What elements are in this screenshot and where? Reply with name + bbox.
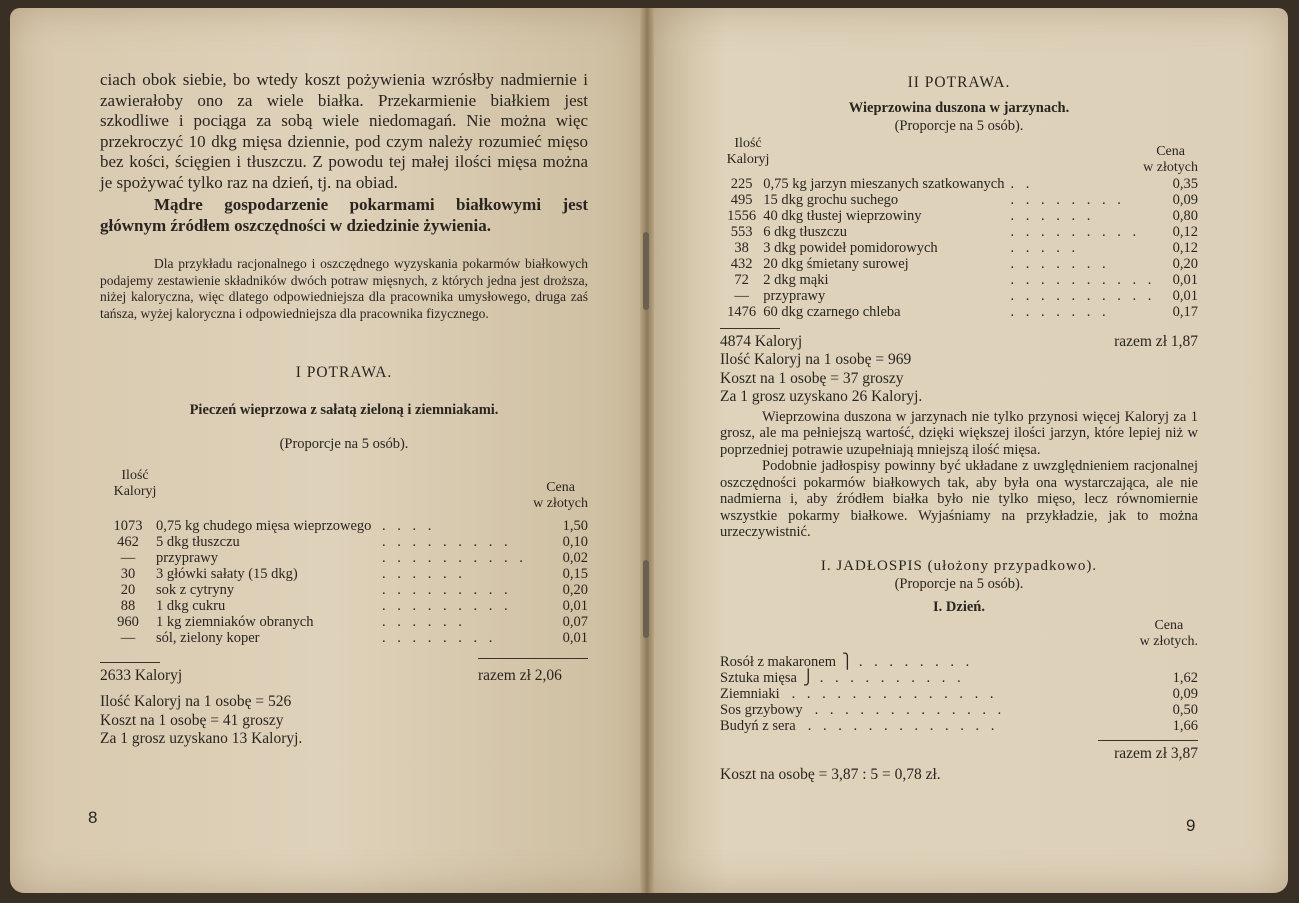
ingredient-row	[720, 208, 1198, 224]
menu-item	[720, 686, 1198, 702]
ingredient-kal: 20	[120, 581, 136, 598]
ingredient-dots: . . . . . . . .	[381, 629, 497, 646]
left-paragraph-2: Mądre gospodarzenie pokarmami białkowymi jest głównym źródłem oszczędności w dziedzinie żywienia.	[100, 195, 588, 235]
ingredient-dots: . . . . . . . . . .	[1010, 287, 1156, 304]
menu-item-price	[1158, 654, 1198, 670]
menu-day-title: I. Dzień.	[933, 598, 985, 615]
ingredient-row	[100, 534, 588, 550]
menu-brace: ⎭	[802, 670, 814, 686]
ingredient-dots: . . . .	[381, 517, 436, 534]
menu-title: I. JADŁOSPIS (ułożony przypadkowo).	[820, 557, 1098, 574]
ingredient-row	[720, 304, 1198, 320]
ingredient-price: 0,01	[562, 629, 588, 646]
ingredient-kal: 225	[730, 175, 753, 192]
menu-list	[720, 654, 1198, 734]
menu-item-price: 1,62	[1172, 670, 1198, 686]
ingredient-row	[100, 550, 588, 566]
ingredient-dots: . . . . . . .	[1010, 303, 1110, 320]
menu-price-header	[720, 618, 1198, 650]
ingredient-price: 1,50	[562, 517, 588, 534]
page-number-right: 9	[1186, 816, 1196, 835]
menu-item-name: Budyń z sera	[720, 718, 796, 734]
ingredient-row	[720, 288, 1198, 304]
ingredient-name: 3 dkg powideł pomidorowych	[763, 239, 938, 256]
menu-proportions: (Proporcje na 5 osób).	[894, 576, 1024, 592]
ingredient-dots: . . . . . . . . .	[1010, 223, 1141, 240]
dish-2-table-header	[720, 136, 1198, 176]
right-paragraph-1: Wieprzowina duszona w jarzynach nie tylko przynosi więcej Kaloryj za 1 grosz, ale ma pełniejszą wartość, dzięki większej ilości jarzyn, które lepiej niż w poprzedniej potrawie uzupełniają mniejszą ilość mięsa.	[720, 408, 1198, 458]
ingredient-dots: . . . . . . . . . .	[1010, 271, 1156, 288]
ingredient-price: 0,09	[1172, 191, 1198, 208]
ingredient-row	[100, 598, 588, 614]
menu-item-dots: . . . . . . . .	[858, 654, 974, 670]
ingredient-dots: . . . . . .	[381, 613, 466, 630]
ingredient-price: 0,01	[1172, 271, 1198, 288]
ingredient-kal: 1073	[113, 517, 143, 534]
col-price-label-2: w złotych	[533, 495, 588, 511]
ingredient-name: 15 dkg grochu suchego	[763, 191, 899, 208]
col-price-label-1: Cena	[546, 479, 575, 495]
dish-2-total	[720, 328, 1198, 352]
dish-1-per-person-cost: Koszt na 1 osobę = 41 groszy	[100, 711, 284, 729]
col-kal-label-2: Kaloryj	[113, 483, 157, 499]
ingredient-price: 0,07	[562, 613, 588, 630]
ingredient-kal: 38	[734, 239, 749, 256]
ingredient-name: 20 dkg śmietany surowej	[763, 255, 909, 272]
col-price-label-2: w złotych	[1143, 159, 1198, 175]
ingredient-dots: . . . . . .	[1010, 207, 1095, 224]
menu-item-name: Sos grzybowy	[720, 702, 803, 718]
ingredient-row	[100, 630, 588, 646]
ingredient-dots: . . . . . . . .	[1010, 191, 1125, 208]
ingredient-price: 0,01	[562, 597, 588, 614]
dish-1-name: Pieczeń wieprzowa z sałatą zieloną i ziemniakami.	[189, 401, 499, 418]
left-column	[100, 70, 588, 749]
dish-2-ingredients-table	[720, 176, 1198, 320]
book-gutter	[640, 8, 654, 893]
dish-2-per-person-kal: Ilość Kaloryj na 1 osobę = 969	[720, 351, 912, 368]
dish-2-total-kal: 4874 Kaloryj	[720, 332, 803, 350]
dish-1-per-person-kal: Ilość Kaloryj na 1 osobę = 526	[100, 693, 292, 710]
menu-item-price: 0,09	[1172, 686, 1198, 702]
menu-item-name: Rosół z makaronem	[720, 654, 836, 670]
dish-2-total-price: razem zł 1,87	[1114, 332, 1198, 350]
menu-item-dots: . . . . . . . . . . . . .	[807, 718, 999, 734]
left-paragraph-3: Dla przykładu racjonalnego i oszczędnego wyzyskania pokarmów białkowych podajemy zestawienie składników dwóch potraw mięsnych, z których jedna jest droższa, niżej kaloryczna, więc dlatego odpowiedniejsza dla pracownika umysłowego, druga zaś tańsza, wyżej kaloryczna i odpowiedniejsza dla pracownika fizycznego.	[100, 256, 588, 321]
ingredient-row	[720, 224, 1198, 240]
ingredient-dots: . . . . . . . . .	[381, 581, 512, 598]
dish-1-total-kal: 2633 Kaloryj	[100, 666, 183, 684]
ingredient-row	[100, 518, 588, 534]
ingredient-name: przyprawy	[156, 549, 219, 566]
ingredient-price: 0,80	[1172, 207, 1198, 224]
ingredient-name: 0,75 kg jarzyn mieszanych szatkowanych	[763, 175, 1005, 192]
ingredient-kal: —	[734, 287, 749, 304]
dish-2-per-grosz: Za 1 grosz uzyskano 26 Kaloryj.	[720, 388, 923, 405]
ingredient-dots: . . . . . . .	[1010, 255, 1110, 272]
ingredient-kal: 72	[734, 271, 749, 288]
menu-total: razem zł 3,87	[1114, 745, 1198, 762]
menu-item	[720, 654, 1198, 670]
page-number-left: 8	[88, 808, 98, 827]
dish-1-per-grosz: Za 1 grosz uzyskano 13 Kaloryj.	[100, 730, 303, 747]
ingredient-name: 6 dkg tłuszczu	[763, 223, 848, 240]
ingredient-kal: 462	[117, 533, 139, 550]
menu-per-person: Koszt na osobę = 3,87 : 5 = 0,78 zł.	[720, 765, 941, 783]
menu-price-label-1: Cena	[1154, 618, 1184, 633]
staple-top	[643, 232, 649, 310]
menu-item-price: 1,66	[1172, 718, 1198, 734]
dish-1-total-price: razem zł 2,06	[478, 666, 562, 684]
ingredient-row	[720, 256, 1198, 272]
ingredient-kal: 960	[117, 613, 139, 630]
menu-item-dots: . . . . . . . . . . . . .	[814, 702, 1006, 718]
ingredient-price: 0,12	[1172, 223, 1198, 240]
left-paragraph-1: ciach obok siebie, bo wtedy koszt pożywienia wzrósłby nadmiernie i zawierałoby ono za wiele białka. Przekarmienie białkiem jest szkodliwe i pociąga za sobą wiele niedomagań. Nie można więc przekroczyć 10 dkg mięsa dziennie, pod czym należy rozumieć mięso bez kości, ścięgien i tłuszczu. Z powodu tej małej ilości mięsa można je spożywać tylko raz na dzień, tj. na obiad.	[100, 70, 588, 192]
staple-bottom	[643, 560, 649, 638]
ingredient-price: 0,10	[562, 533, 588, 550]
ingredient-row	[720, 240, 1198, 256]
ingredient-name: przyprawy	[763, 287, 826, 304]
ingredient-name: 2 dkg mąki	[763, 271, 829, 288]
ingredient-price: 0,20	[1172, 255, 1198, 272]
ingredient-kal: 88	[120, 597, 136, 614]
col-kal-label-2: Kaloryj	[726, 151, 770, 167]
menu-item-dots: . . . . . . . . . .	[819, 670, 965, 686]
ingredient-kal: —	[120, 629, 136, 646]
ingredient-price: 0,35	[1172, 175, 1198, 192]
col-kal-label-1: Ilość	[734, 135, 762, 151]
menu-item	[720, 670, 1198, 686]
right-column	[720, 74, 1198, 784]
right-paragraph-2: Podobnie jadłospisy powinny być układane z uwzględnieniem racjonalnej oszczędności pokarmów białkowych tak, aby była ona wystarczająca, ale nie nadmierna i, aby źródłem białka było nie tylko mięso, lecz równomiernie wszystkie pokarmy białkowe. Wyjaśniamy na przykładzie, jak to można urzeczywistnić.	[720, 458, 1198, 540]
ingredient-row	[720, 176, 1198, 192]
ingredient-dots: . . . . . . . . . .	[381, 549, 527, 566]
ingredient-name: 3 główki sałaty (15 dkg)	[156, 565, 298, 582]
dish-2-proportions: (Proporcje na 5 osób).	[894, 118, 1024, 134]
dish-1-title: I POTRAWA.	[295, 364, 393, 381]
ingredient-dots: . .	[1010, 175, 1034, 192]
menu-item-name: Ziemniaki	[720, 686, 780, 702]
menu-item-name: Sztuka mięsa	[720, 670, 797, 686]
ingredient-price: 0,12	[1172, 239, 1198, 256]
ingredient-name: 1 dkg cukru	[156, 597, 226, 614]
dish-2-per-person-cost: Koszt na 1 osobę = 37 groszy	[720, 369, 904, 387]
ingredient-name: 5 dkg tłuszczu	[156, 533, 240, 550]
ingredient-dots: . . . . . . . . .	[381, 597, 512, 614]
ingredient-kal: —	[120, 549, 136, 566]
ingredient-dots: . . . . . .	[381, 565, 466, 582]
ingredient-row	[100, 614, 588, 630]
ingredient-kal: 553	[730, 223, 753, 240]
ingredient-kal: 432	[730, 255, 753, 272]
ingredient-dots: . . . . . . . . .	[381, 533, 512, 550]
dish-2-title: II POTRAWA.	[907, 74, 1011, 91]
menu-item	[720, 718, 1198, 734]
ingredient-row	[100, 582, 588, 598]
ingredient-dots: . . . . .	[1010, 239, 1080, 256]
ingredient-name: sok z cytryny	[156, 581, 235, 598]
menu-item	[720, 702, 1198, 718]
ingredient-name: sól, zielony koper	[156, 629, 260, 646]
ingredient-row	[720, 272, 1198, 288]
ingredient-price: 0,01	[1172, 287, 1198, 304]
ingredient-kal: 1556	[727, 207, 757, 224]
ingredient-name: 60 dkg czarnego chleba	[763, 303, 901, 320]
ingredient-price: 0,15	[562, 565, 588, 582]
ingredient-name: 40 dkg tłustej wieprzowiny	[763, 207, 922, 224]
dish-1-total	[100, 658, 588, 686]
col-price-label-1: Cena	[1156, 143, 1185, 159]
dish-2-name: Wieprzowina duszona w jarzynach.	[848, 99, 1070, 116]
ingredient-price: 0,20	[562, 581, 588, 598]
dish-1-proportions: (Proporcje na 5 osób).	[279, 436, 409, 452]
ingredient-price: 0,02	[562, 549, 588, 566]
dish-1-ingredients-table	[100, 518, 588, 646]
col-kal-label-1: Ilość	[121, 467, 149, 483]
menu-brace: ⎫	[841, 654, 853, 670]
ingredient-name: 1 kg ziemniaków obranych	[156, 613, 314, 630]
menu-item-price: 0,50	[1172, 702, 1198, 718]
menu-price-label-2: w złotych.	[1139, 634, 1198, 649]
ingredient-kal: 30	[120, 565, 136, 582]
dish-1-table-header	[100, 468, 588, 512]
ingredient-price: 0,17	[1172, 303, 1198, 320]
ingredient-name: 0,75 kg chudego mięsa wieprzowego	[156, 517, 372, 534]
ingredient-kal: 1476	[727, 303, 757, 320]
menu-item-dots: . . . . . . . . . . . . . .	[791, 686, 998, 702]
ingredient-kal: 495	[730, 191, 753, 208]
ingredient-row	[100, 566, 588, 582]
ingredient-row	[720, 192, 1198, 208]
